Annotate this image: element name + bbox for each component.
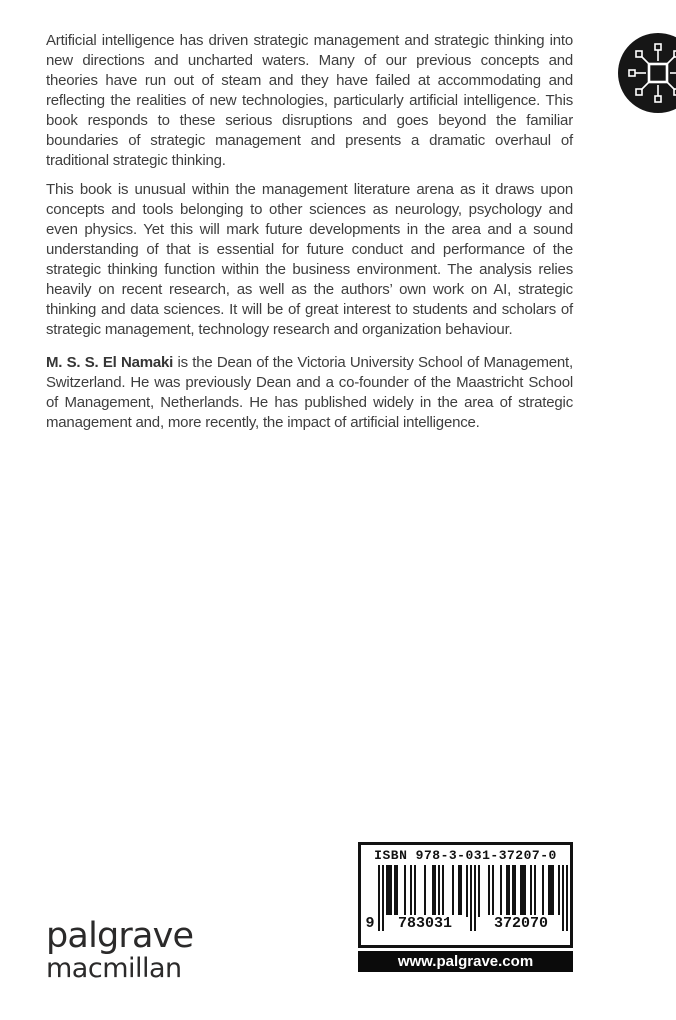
barcode-digit-lead: 9	[365, 915, 375, 932]
author-bio-text: is the Dean of the Victoria University School of Management, Switzerland. He was previously Dean and a co-founder of the Maastricht School of Management, Netherlands. He has published widely in the area of strategic management and, more recently, the impact of artificial intelligence.	[46, 354, 573, 431]
author-bio	[46, 353, 573, 433]
isbn-box	[358, 842, 573, 948]
publisher-website-bar: www.palgrave.com	[358, 951, 573, 972]
palgrave-macmillan-logo	[46, 916, 194, 984]
macmillan-wordmark: macmillan	[46, 953, 182, 984]
isbn-label: ISBN 978-3-031-37207-0	[374, 848, 557, 863]
network-nodes-icon	[618, 33, 676, 113]
barcode-digits-group1: 783031	[385, 915, 465, 932]
barcode-module	[566, 865, 568, 931]
ean13-barcode	[365, 865, 568, 933]
back-cover-text	[46, 31, 573, 442]
author-name: M. S. S. El Namaki	[46, 354, 174, 371]
blurb-paragraph-1: Artificial intelligence has driven strategic management and strategic thinking into new directions and uncharted waters. Many of our previous concepts and theories have run out of steam and they have failed at accommodating and reflecting the realities of new technologies, particularly artificial intelligence. This book responds to these serious disruptions and goes beyond the familiar boundaries of strategic management and presents a dramatic overhaul of traditional strategic thinking.	[46, 32, 573, 169]
barcode-digits-group2: 372070	[481, 915, 561, 932]
blurb-paragraph-2: This book is unusual within the management literature arena as it draws upon concepts and tools belonging to other sciences as neurology, psychology and even physics. Yet this will mark future developments in the area and a sound understanding of that is essential for future conduct and performance of the strategic thinking function within the business environment. The analysis relies heavily on recent research, as well as the authors’ own work on AI, strategic thinking and data sciences. It will be of great interest to students and scholars of strategic management, technology research and organization behaviour.	[46, 181, 573, 338]
palgrave-wordmark: palgrave	[46, 916, 194, 956]
